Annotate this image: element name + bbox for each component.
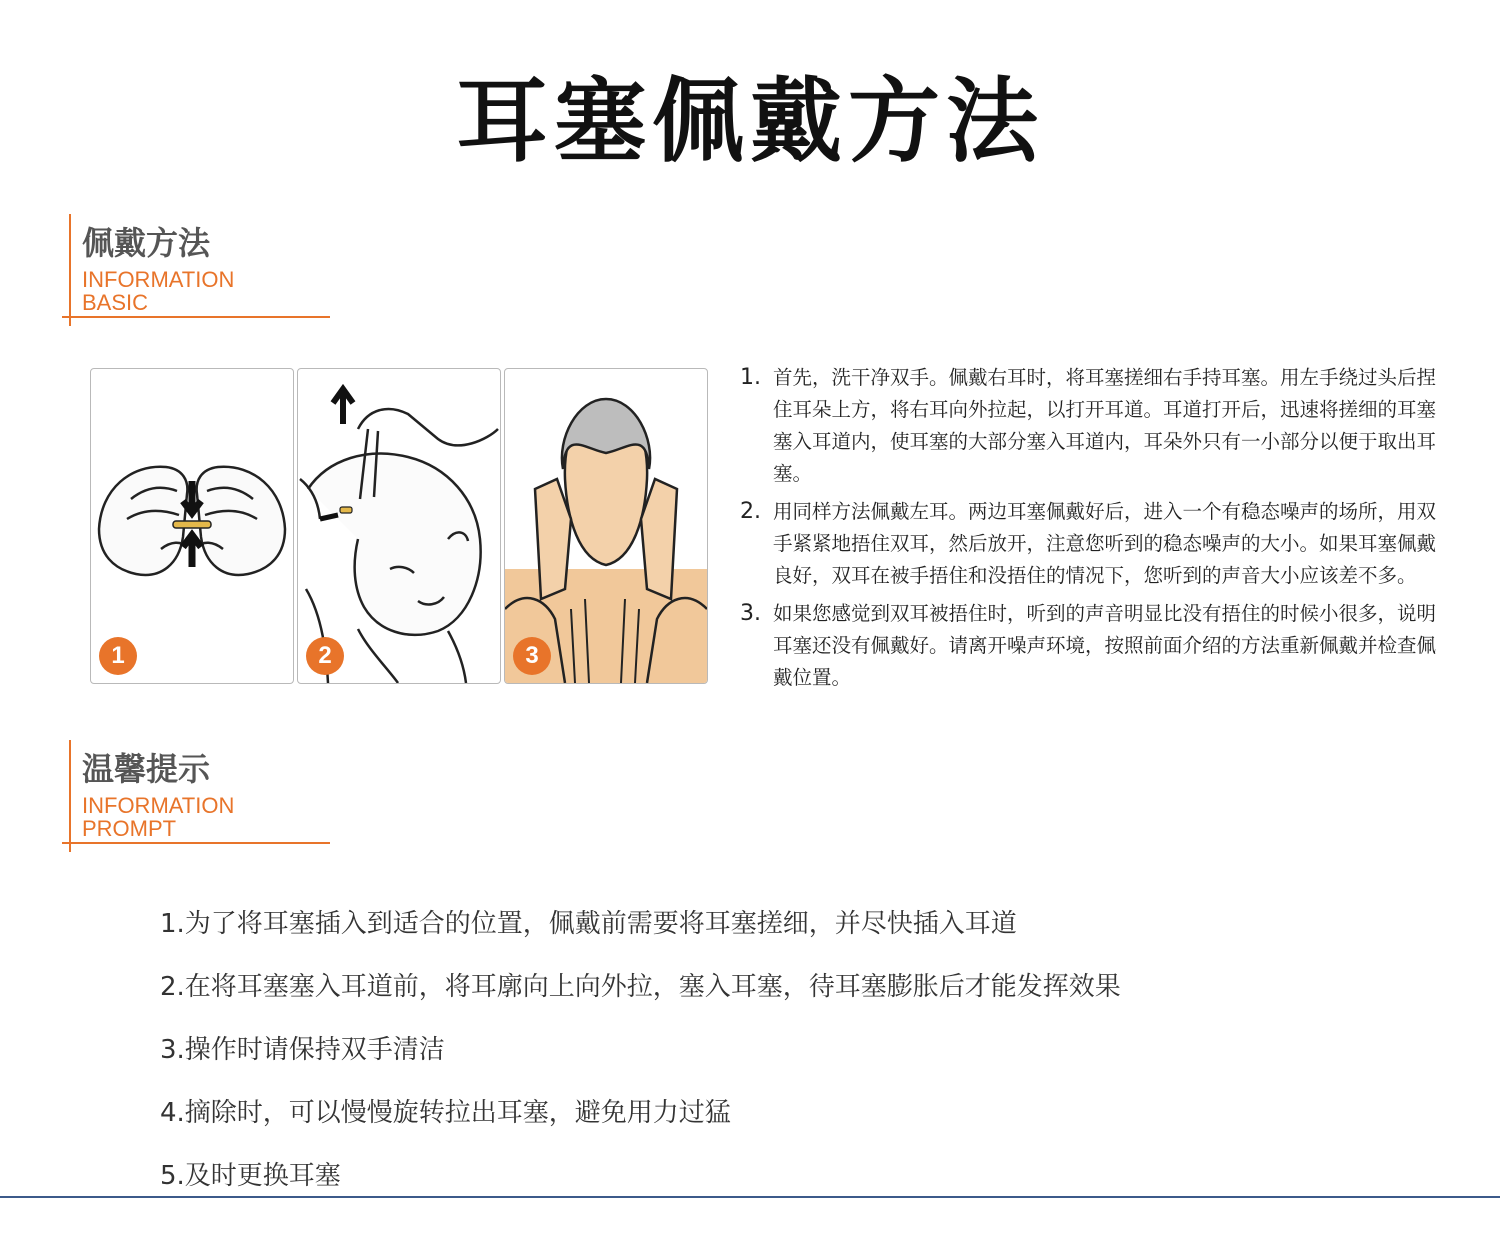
- section-underline: [62, 316, 330, 318]
- tip-item-2: 2.在将耳塞塞入耳道前，将耳廓向上向外拉，塞入耳塞，待耳塞膨胀后才能发挥效果: [160, 972, 1121, 1002]
- step-text: 首先，洗干净双手。佩戴右耳时，将耳塞搓细右手持耳塞。用左手绕过头后捏住耳朵上方，将右耳向外拉起，以打开耳道。耳道打开后，迅速将搓细的耳塞塞入耳道内，使耳塞的大部分塞入耳道内，耳朵外只有一小部分以便于取出耳塞。: [773, 366, 1437, 485]
- section-underline: [62, 842, 330, 844]
- tip-item-3: 3.操作时请保持双手清洁: [160, 1035, 445, 1065]
- person-covering-ears-icon: [505, 369, 707, 683]
- section-title-cn: 佩戴方法: [82, 224, 211, 262]
- tip-item-1: 1.为了将耳塞插入到适合的位置，佩戴前需要将耳塞搓细，并尽快插入耳道: [160, 909, 1017, 939]
- step-number: 1.: [740, 365, 761, 390]
- illustration-panel-1: [90, 368, 294, 684]
- section-title-cn: 温馨提示: [82, 750, 211, 788]
- step-text: 用同样方法佩戴左耳。两边耳塞佩戴好后，进入一个有稳态噪声的场所，用双手紧紧地捂住双耳，然后放开，注意您听到的稳态噪声的大小。如果耳塞佩戴良好，双耳在被手捂住和没捂住的情况下，您听到的声音大小应该差不多。: [773, 500, 1437, 587]
- step-badge-3: 3: [513, 637, 551, 675]
- section-accent-line: [69, 740, 71, 852]
- wearing-step-2: [740, 496, 1445, 592]
- illustration-panel-2: [297, 368, 501, 684]
- wearing-step-3: [740, 598, 1445, 694]
- section-title-en-line1: INFORMATION: [82, 267, 235, 292]
- section-accent-line: [69, 214, 71, 326]
- wearing-step-1: [740, 362, 1445, 490]
- section-header-tips: [62, 740, 332, 852]
- section-title-en-line2: BASIC: [82, 290, 149, 315]
- man-inserting-earplug-icon: [298, 369, 500, 683]
- hands-rolling-earplug-icon: [91, 369, 293, 683]
- section-title-en: [82, 794, 234, 840]
- step-number: 3.: [740, 601, 761, 626]
- section-header-method: [62, 214, 332, 326]
- step-badge-1: 1: [99, 637, 137, 675]
- tip-item-4: 4.摘除时，可以慢慢旋转拉出耳塞，避免用力过猛: [160, 1098, 731, 1128]
- tips-list: [160, 902, 1360, 1217]
- illustration-panel-3: [504, 368, 708, 684]
- section-title-en: [82, 268, 234, 314]
- wearing-steps-list: [740, 362, 1445, 700]
- step-number: 2.: [740, 499, 761, 524]
- page-title: 耳塞佩戴方法: [455, 68, 1044, 175]
- section-title-en-line2: PROMPT: [82, 816, 177, 841]
- step-badge-2: 2: [306, 637, 344, 675]
- tip-item-5: 5.及时更换耳塞: [160, 1161, 341, 1191]
- bottom-divider: [0, 1196, 1500, 1198]
- step-text: 如果您感觉到双耳被捂住时，听到的声音明显比没有捂住的时候小很多，说明耳塞还没有佩戴好。请离开噪声环境，按照前面介绍的方法重新佩戴并检查佩戴位置。: [773, 602, 1437, 689]
- section-title-en-line1: INFORMATION: [82, 793, 235, 818]
